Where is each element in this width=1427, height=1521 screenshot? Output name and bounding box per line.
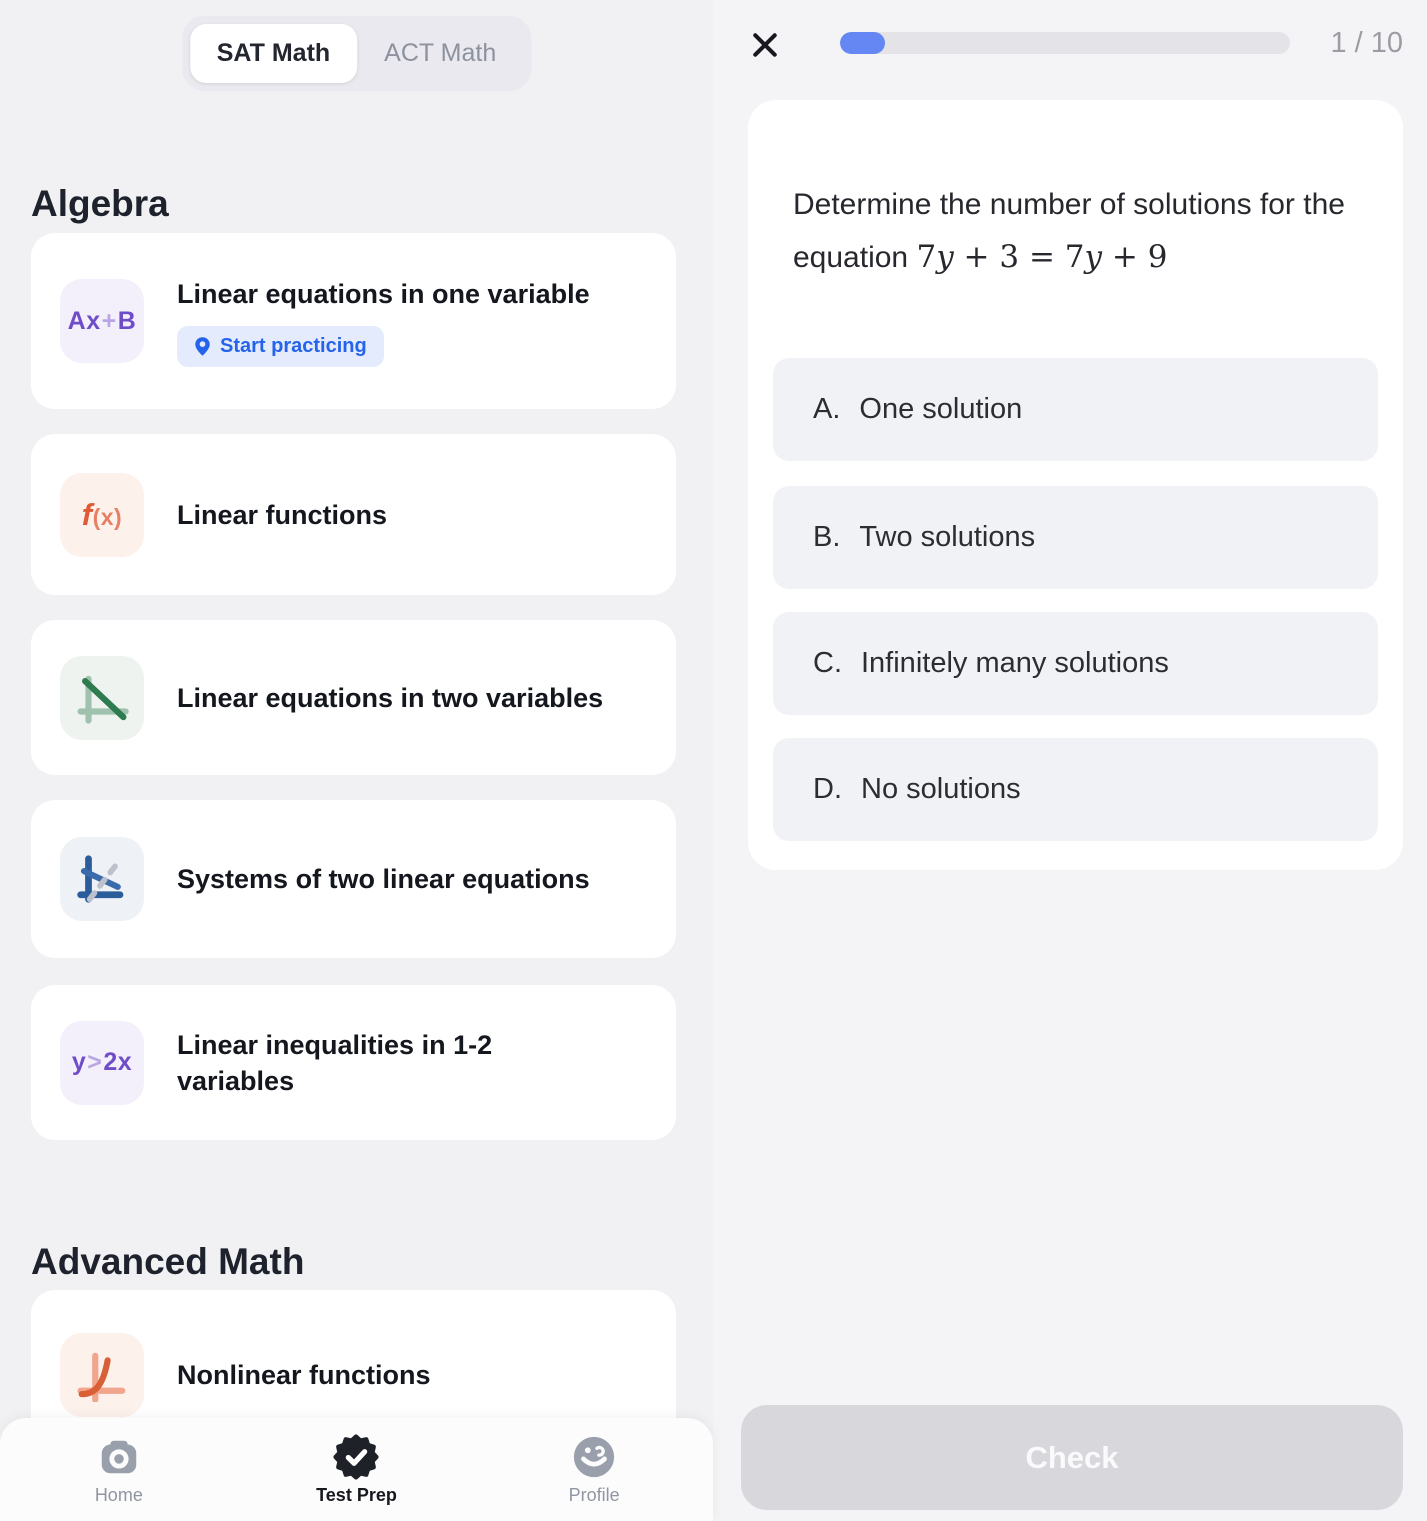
check-button[interactable]: Check <box>741 1405 1403 1510</box>
answer-option-c[interactable]: C. Infinitely many solutions <box>773 612 1378 715</box>
question-text: Determine the number of solutions for the equation 7y + 3 = 7y + 9 <box>793 188 1345 275</box>
topic-title: Linear inequalities in 1-2 variables <box>177 1029 493 1096</box>
curve-graph-orange-icon <box>60 1333 144 1417</box>
topic-card-linear-inequalities[interactable] <box>31 985 676 1140</box>
smiley-icon <box>571 1434 617 1480</box>
topic-title: Linear equations in two variables <box>177 682 604 713</box>
topic-title: Nonlinear functions <box>177 1360 431 1390</box>
section-heading-advanced-math: Advanced Math <box>31 1240 305 1282</box>
section-heading-algebra: Algebra <box>31 182 169 224</box>
close-button[interactable] <box>744 24 786 66</box>
f-of-x-icon: f(x) <box>60 473 144 557</box>
intersecting-lines-blue-icon <box>60 837 144 921</box>
answer-option-a[interactable]: A. One solution <box>773 358 1378 461</box>
line-graph-green-icon <box>60 656 144 740</box>
answer-option-d[interactable]: D. No solutions <box>773 738 1378 841</box>
topic-card-linear-functions[interactable] <box>31 434 676 595</box>
tab-sat-math[interactable]: SAT Math <box>190 24 357 83</box>
test-type-toggle <box>182 16 532 91</box>
start-practicing-button[interactable]: Start practicing <box>177 326 384 367</box>
topic-title: Linear functions <box>177 499 388 530</box>
ax-plus-b-icon: Ax+B <box>60 279 144 363</box>
question-counter: 1 / 10 <box>1330 27 1403 59</box>
y-greater-2x-icon: y>2x <box>60 1021 144 1105</box>
nav-item-test-prep[interactable]: Test Prep <box>238 1418 476 1521</box>
close-icon <box>750 28 780 62</box>
quiz-panel <box>713 0 1427 1521</box>
answer-option-b[interactable]: B. Two solutions <box>773 486 1378 589</box>
question-card <box>748 100 1403 870</box>
bottom-nav <box>0 1418 713 1521</box>
topic-title: Systems of two linear equations <box>177 864 590 894</box>
progress-bar <box>840 32 1290 54</box>
topic-card-linear-equations-one-variable[interactable] <box>31 233 676 409</box>
map-pin-icon <box>194 336 211 357</box>
question-equation: 7y + 3 = 7y + 9 <box>916 239 1168 275</box>
camera-icon <box>96 1434 142 1480</box>
badge-check-icon <box>333 1434 379 1480</box>
topics-panel <box>0 0 713 1521</box>
nav-item-home[interactable]: Home <box>0 1418 238 1521</box>
progress-fill <box>840 32 885 54</box>
tab-act-math[interactable]: ACT Math <box>357 24 523 83</box>
topic-card-systems-of-two-linear-equations[interactable] <box>31 800 676 958</box>
nav-item-profile[interactable]: Profile <box>475 1418 713 1521</box>
topic-card-linear-equations-two-variables[interactable] <box>31 620 676 775</box>
topic-title: Linear equations in one variable <box>177 278 590 309</box>
